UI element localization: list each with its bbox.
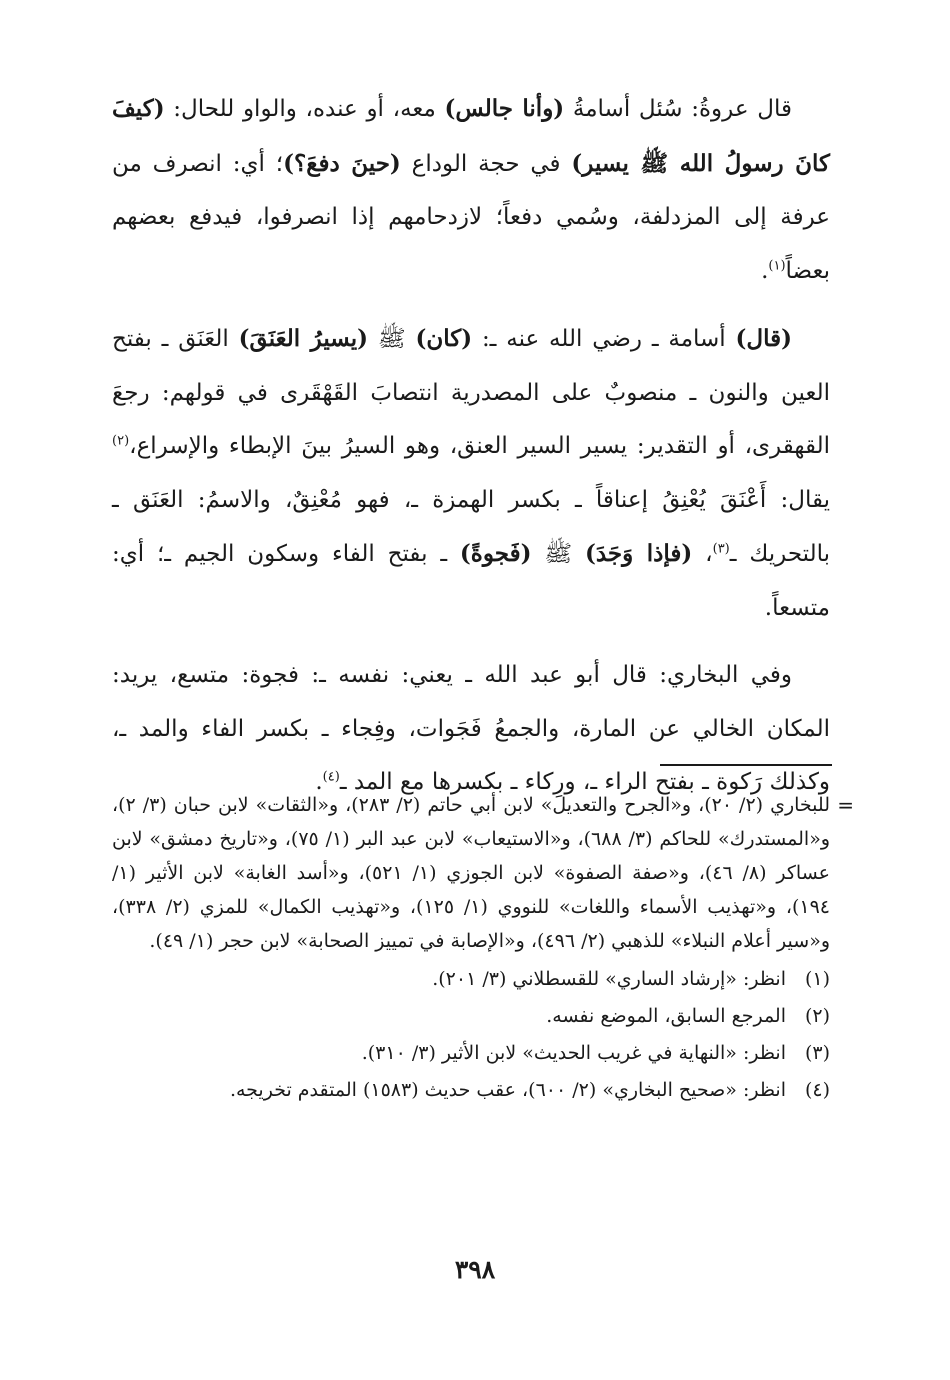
p2-bold-k: (فَجوةً)	[459, 540, 532, 567]
paragraph-1	[112, 82, 830, 298]
footnote-number: (٢)	[804, 1005, 830, 1027]
footnote-ref-2: (٢)	[112, 433, 130, 449]
footnote-separator	[660, 764, 832, 766]
p1-bold-d: (كيفَ كانَ رسولُ الله ﷺ يسير)	[112, 95, 831, 177]
p2-text-d: ﷺ	[368, 326, 416, 352]
footnote-ref-3: (٣)	[712, 541, 730, 557]
footnote-4	[112, 1073, 830, 1107]
footnote-number: (٣)	[804, 1042, 830, 1064]
p2-text-b: أسامة ـ رضي الله عنه ـ:	[472, 326, 736, 352]
footnote-2	[112, 999, 830, 1033]
p1-text-h: .	[761, 257, 769, 284]
p2-text-f: العَنَق ـ بفتح العين والنون ـ منصوبٌ على المصدرية انتصابَ القَهْقَرى في قولهم: رجعَ القهقرى، أو التقدير: يسير السير العنق، وهو السيرُ بينَ الإبطاء والإسراع،	[112, 326, 830, 459]
p2-bold-c: (كان)	[415, 325, 473, 352]
p2-text-l: ـ بفتح الفاء وسكون الجيم ـ؛ أي: متسعاً.	[112, 541, 830, 621]
p1-text-a: قال عروةُ: سُئل أسامةُ	[564, 96, 793, 122]
p1-bold-b: (وأنا جالس)	[444, 95, 565, 122]
p2-bold-a: (قال)	[735, 325, 792, 352]
p1-text-c: معه، أو عنده، والواو للحال:	[164, 96, 445, 122]
footnote-continuation: للبخاري (٢/ ٢٠)، و«الجرح والتعديل» لابن أبي حاتم (٢/ ٢٨٣)، و«الثقات» لابن حبان (٣/ ٢)، و«المستدرك» للحاكم (٣/ ٦٨٨)، و«الاستيعاب» لابن عبد البر (١/ ٧٥)، و«تاريخ دمشق» لابن عساكر (٨/ ٤٦)، و«صفة الصفوة» لابن الجوزي (١/ ٥٢١)، و«أسد الغابة» لابن الأثير (١/ ١٩٤)، و«تهذيب الأسماء واللغات» للنووي (١/ ١٢٥)، و«تهذيب الكمال» للمزي (٢/ ٣٣٨)، و«سير أعلام النبلاء» للذهبي (٢/ ٤٩٦)، و«الإصابة في تمييز الصحابة» لابن حجر (١/ ٤٩).	[112, 794, 830, 952]
p1-text-e: في حجة الوداع	[400, 150, 572, 177]
footnote-text: انظر: «صحيح البخاري» (٢/ ٦٠٠)، عقب حديث (١٥٨٣) المتقدم تخريجه.	[229, 1079, 786, 1101]
footnote-1	[112, 962, 830, 996]
page-number: ٣٩٨	[454, 1255, 496, 1284]
main-text	[112, 82, 830, 810]
p1-text-g: ؛ أي: انصرف من عرفة إلى المزدلفة، وسُمي دفعاً؛ لازدحامهم إذا انصرفوا، فيدفع بعضهم بعضاً	[112, 150, 830, 284]
paragraph-3	[112, 649, 830, 810]
p2-bold-e: (يسيرُ العَنَقَ)	[238, 325, 369, 352]
footnote-number: (٤)	[804, 1079, 830, 1101]
p3-text-b: .	[315, 769, 323, 795]
footnote-ref-1: (١)	[768, 257, 786, 273]
p2-text-j: ﷺ	[531, 541, 585, 567]
footnotes	[112, 788, 854, 1110]
footnote-number: (١)	[804, 968, 830, 990]
p2-text-h: ،	[692, 541, 713, 567]
footnote-ref-4: (٤)	[322, 769, 340, 785]
footnote-3	[112, 1036, 830, 1070]
p2-bold-i: (فإذا وَجَدَ)	[584, 540, 693, 567]
p2-text-g: يقال: أَعْنَقَ يُعْنِقُ إعناقاً ـ بكسر الهمزة ـ، فهو مُعْنِقٌ، والاسمُ: العَنَق ـ بالتحريك ـ	[112, 486, 831, 567]
footnote-text: انظر: «إرشاد الساري» للقسطلاني (٣/ ٢٠١).	[432, 968, 786, 990]
paragraph-2	[112, 312, 830, 635]
continuation-mark: =	[837, 793, 854, 817]
footnote-text: انظر: «النهاية في غريب الحديث» لابن الأثير (٣/ ٣١٠).	[361, 1042, 786, 1064]
p3-text-a: وفي البخاري: قال أبو عبد الله ـ يعني: نفسه ـ: فجوة: متسع، يريد: المكان الخالي عن المارة، والجمعُ فَجَوات، وفِجاء ـ بكسر الفاء والمد ـ، وكذلك رَكوة ـ بفتح الراء ـ، ورِكاء ـ بكسرها مع المد ـ	[112, 662, 831, 795]
footnote-text: المرجع السابق، الموضع نفسه.	[546, 1005, 786, 1027]
p1-bold-f: (حينَ دفعَ؟)	[283, 149, 401, 177]
